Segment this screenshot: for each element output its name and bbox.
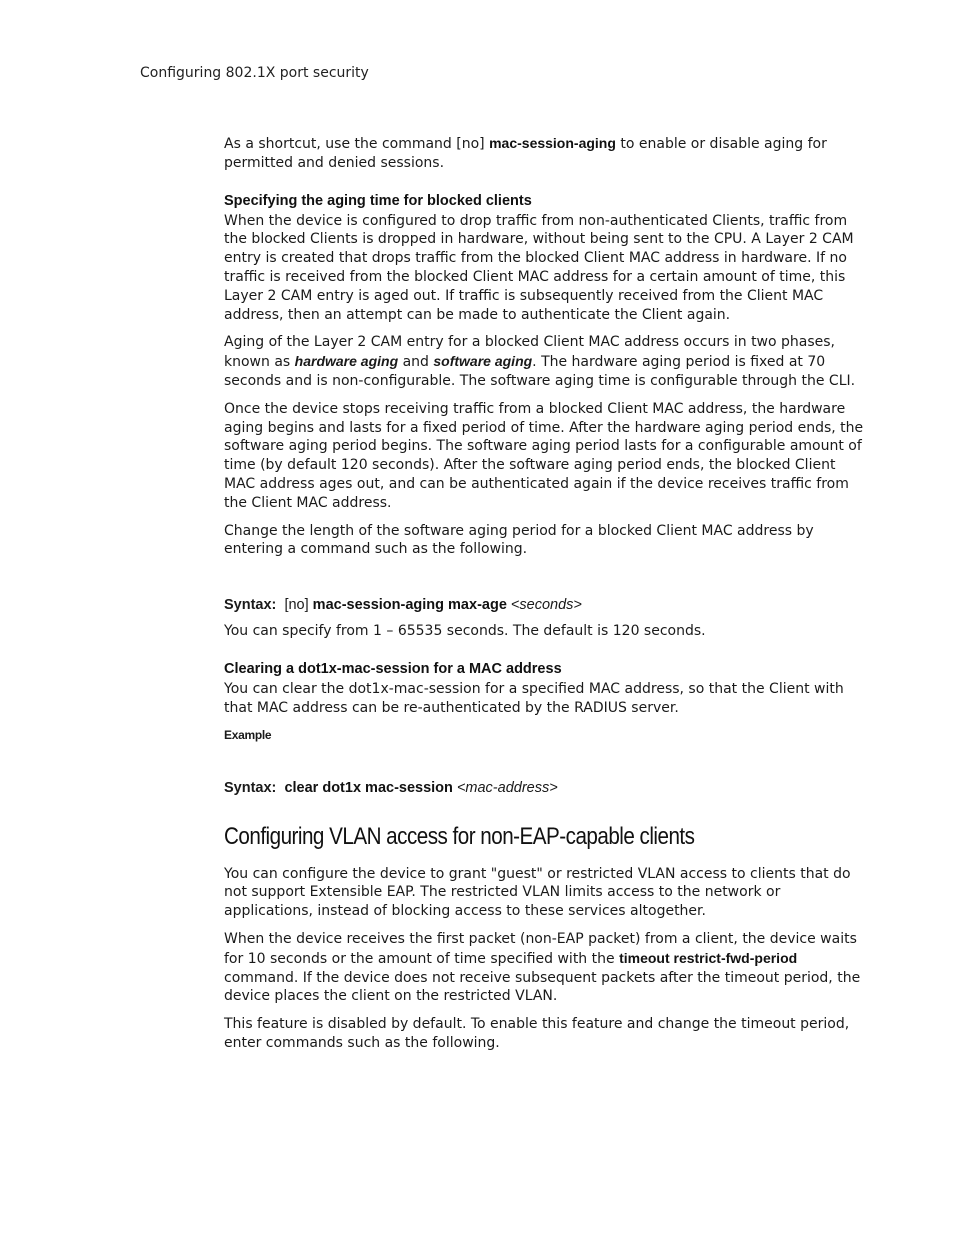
text-span: When the device receives the first packet (non-EAP packet) from a client, the device waits for 10 seconds or the amount of time specified with the (224, 930, 857, 967)
syntax-command: mac-session-aging max-age (312, 597, 507, 614)
syntax-prefix: [no] (284, 597, 313, 614)
command-mac-session-aging: mac-session-aging (489, 135, 616, 151)
text-span: Aging of the Layer 2 CAM entry for a blocked Client MAC address occurs in two phases, known as (224, 334, 836, 371)
section-heading-clear-session: Clearing a dot1x-mac-session for a MAC address (224, 660, 562, 677)
page-body (224, 134, 870, 1062)
paragraph-range: You can specify from 1 – 65535 seconds. The default is 120 seconds. (224, 623, 706, 640)
running-header: Configuring 802.1X port security (140, 65, 369, 81)
text-span: to enable or disable aging for permitted and denied sessions. (224, 136, 827, 171)
paragraph-timeout (224, 930, 870, 1006)
paragraph-clear-session: You can clear the dot1x-mac-session for a specified MAC address, so that the Client with that MAC address can be re-authenticated by the RADIUS server. (224, 680, 844, 716)
example-label: Example (224, 727, 272, 742)
paragraph-change-length: Change the length of the software aging period for a blocked Client MAC address by entering a command such as the following. (224, 522, 814, 558)
term-hardware-aging: hardware aging (294, 353, 399, 370)
term-software-aging: software aging (433, 353, 533, 370)
paragraph-guest-vlan: You can configure the device to grant "guest" or restricted VLAN access to clients that do not support Extensible EAP. The restricted VLAN limits access to the network or applications, instead of blocking access to these services altogether. (224, 865, 851, 920)
paragraph-aging-phases (224, 333, 870, 390)
section-heading-aging-time: Specifying the aging time for blocked clients (224, 192, 532, 209)
syntax-label: Syntax: (224, 597, 277, 614)
paragraph-disabled-default: This feature is disabled by default. To enable this feature and change the timeout period, enter commands such as the following. (224, 1016, 850, 1051)
syntax-command: clear dot1x mac-session (284, 779, 453, 796)
text-span: . The hardware aging period is fixed at 70 seconds and is non-configurable. The software aging time is configurable through the CLI. (224, 354, 856, 389)
text-span: As a shortcut, use the command [no] (224, 136, 490, 152)
section-title-vlan-access: Configuring VLAN access for non-EAP-capable clients (224, 822, 695, 850)
syntax-clear (224, 779, 870, 797)
text-span: command. If the device does not receive subsequent packets after the timeout period, the device places the client on the restricted VLAN. (224, 969, 861, 1005)
command-timeout-restrict-fwd-period: timeout restrict-fwd-period (619, 949, 798, 966)
syntax-label: Syntax: (224, 779, 277, 796)
syntax-max-age (224, 596, 870, 614)
paragraph-aging-sequence: Once the device stops receiving traffic from a blocked Client MAC address, the hardware aging begins and lasts for a fixed period of time. After the hardware aging period ends, the software aging period begins. The software aging period lasts for a configurable amount of time (by default 120 seconds). After the software aging period ends, the blocked Client MAC address ages out, and can be authenticated again if the device receives traffic from the Client MAC address. (224, 400, 864, 511)
paragraph-drop-traffic: When the device is configured to drop traffic from non-authenticated Clients, traffic from the blocked Clients is dropped in hardware, without being sent to the CPU. A Layer 2 CAM entry is created that drops traffic from the blocked Client MAC address in hardware. If no traffic is received from the blocked Client MAC address for a certain amount of time, this Layer 2 CAM entry is aged out. If traffic is subsequently received from the Client MAC address, then an attempt can be made to authenticate the Client again. (224, 212, 854, 323)
text-span: and (398, 354, 434, 371)
shortcut-paragraph (224, 134, 870, 173)
syntax-variable: <seconds> (510, 597, 582, 614)
syntax-variable: <mac-address> (456, 779, 558, 796)
